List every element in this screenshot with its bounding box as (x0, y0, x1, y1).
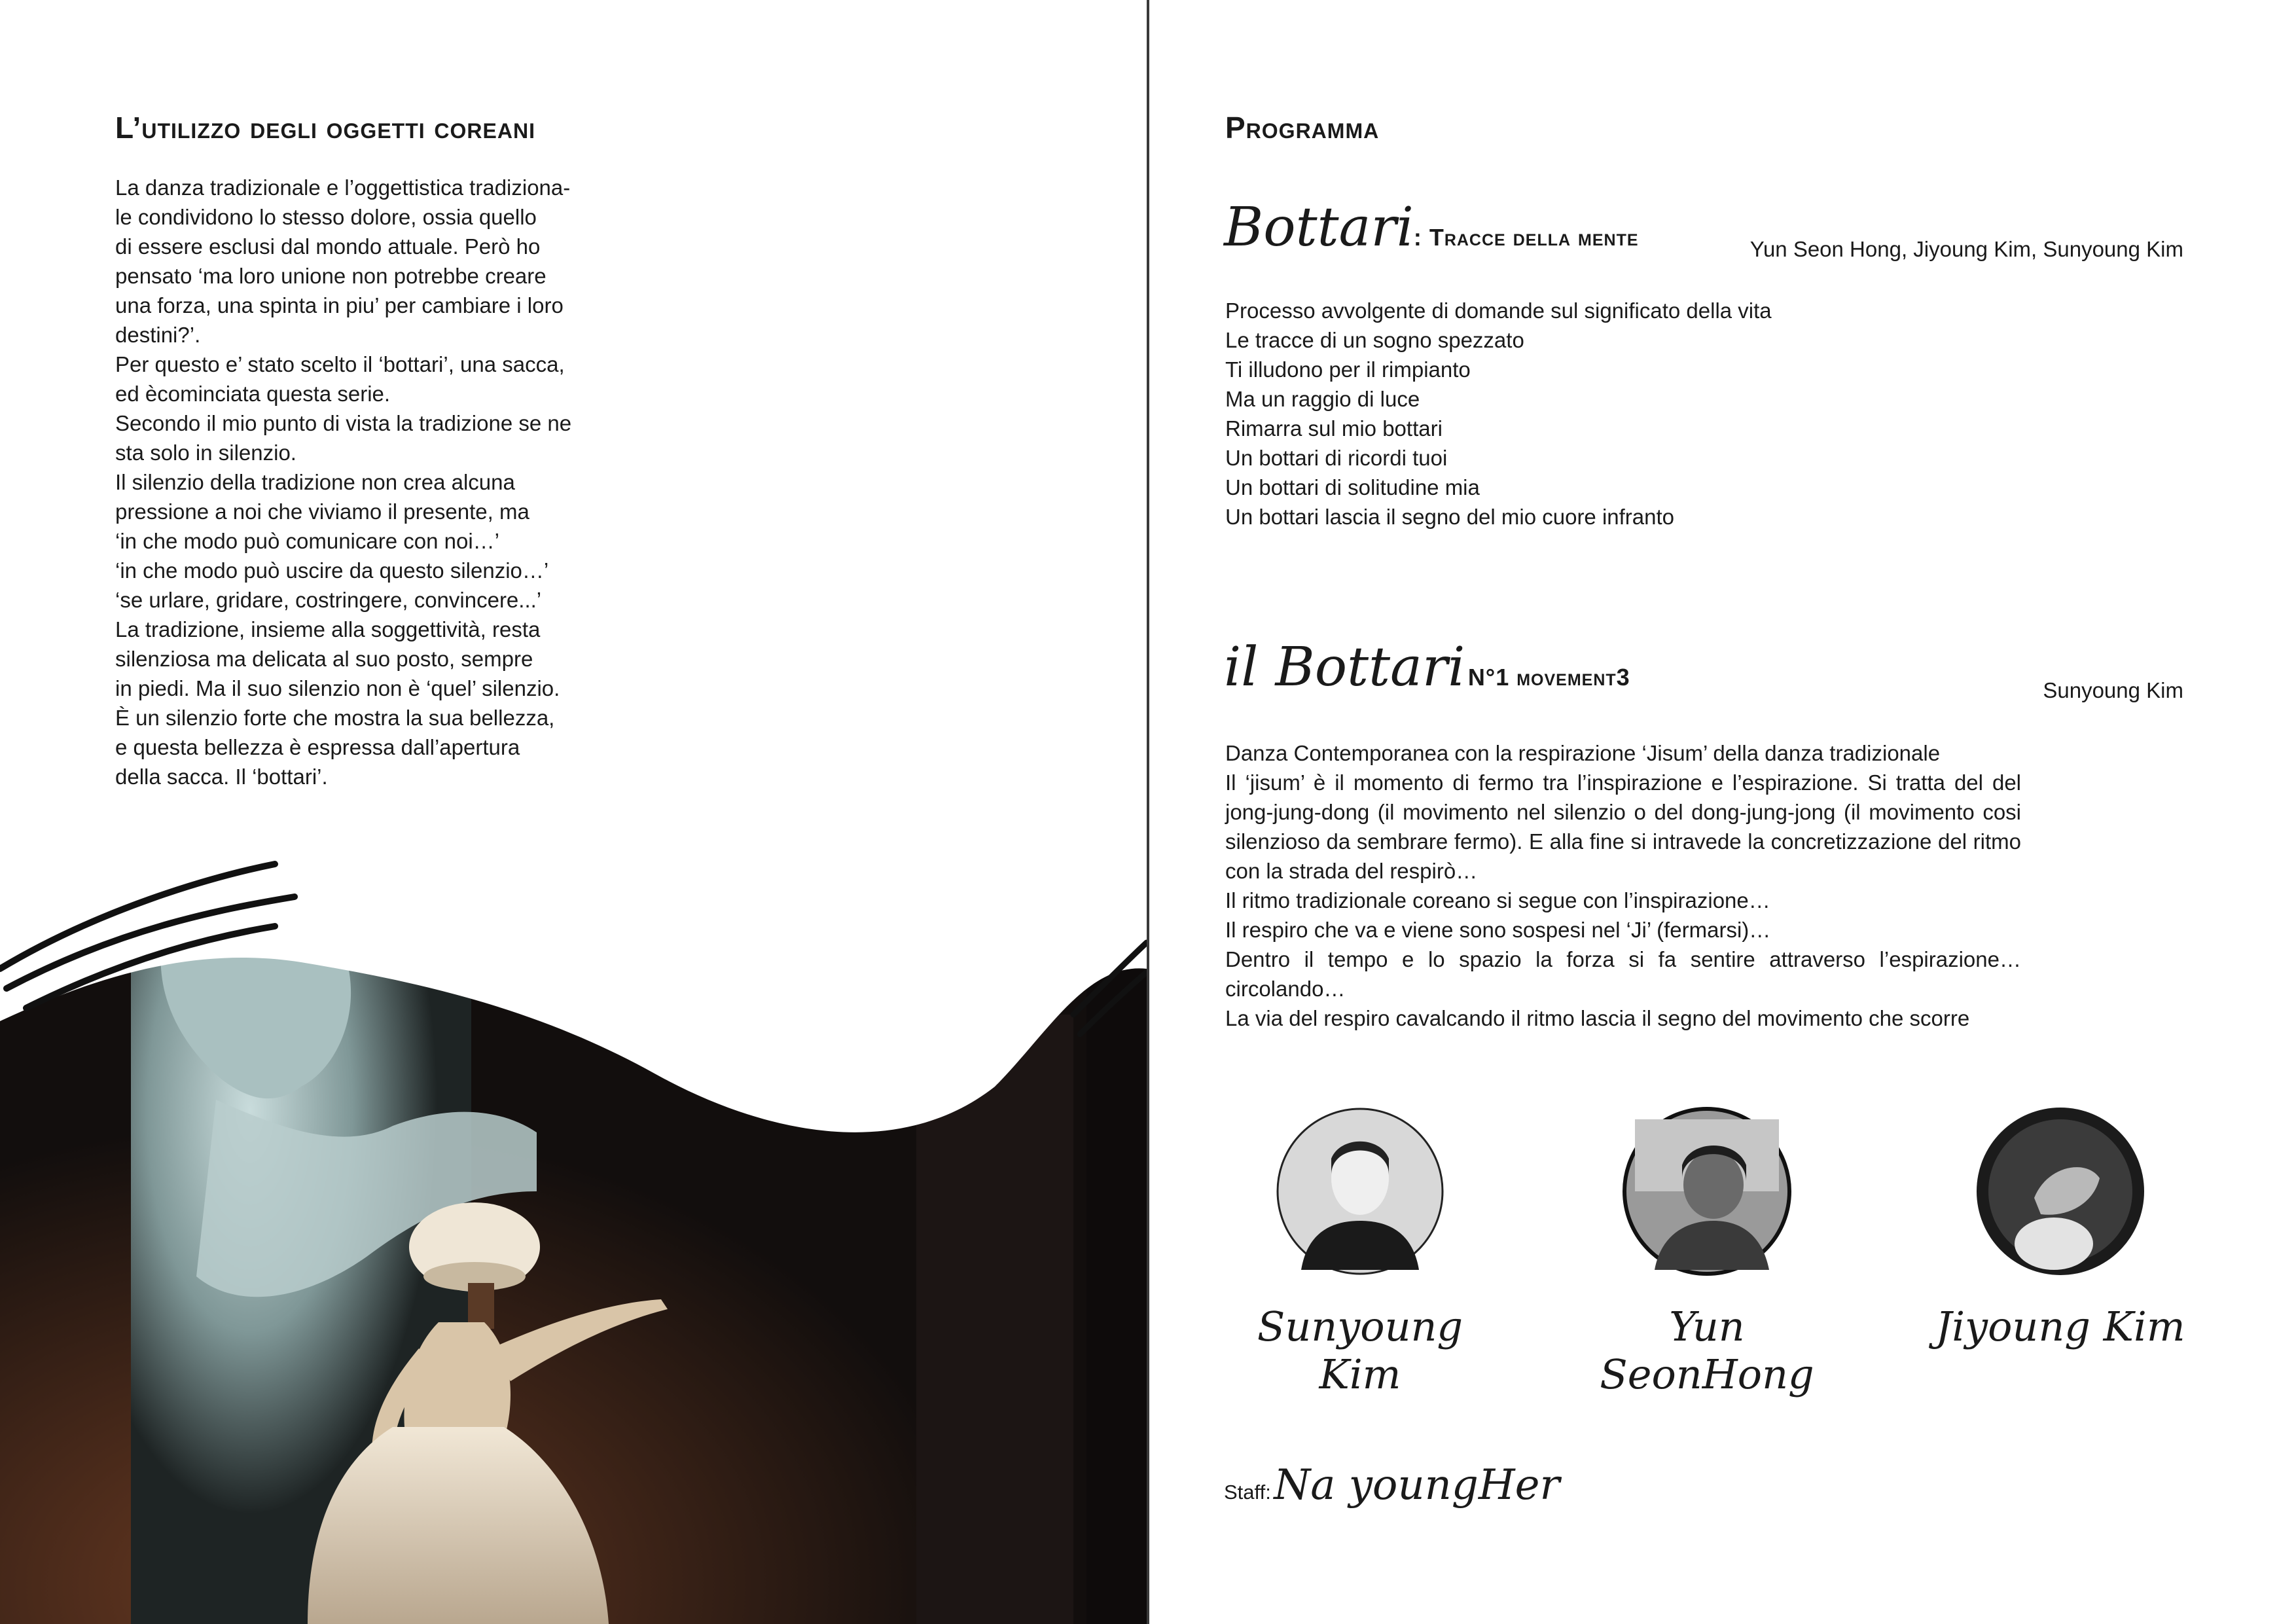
dancer-photo (0, 851, 1147, 1624)
body-line: sta solo in silenzio. (115, 441, 296, 465)
body-line: ‘in che modo può uscire da questo silenzio…’ (115, 558, 549, 583)
body-line: e questa bellezza è espressa dall’apertura (115, 735, 520, 759)
poem-line: Un bottari di ricordi tuoi (1225, 446, 1448, 470)
program-heading: Programma (1225, 111, 1380, 145)
body-line: ‘in che modo può comunicare con noi…’ (115, 529, 499, 553)
piece1-authors: Yun Seon Hong, Jiyoung Kim, Sunyoung Kim (1749, 237, 2183, 261)
left-page-body (115, 173, 588, 791)
staff-credit (1224, 1461, 1560, 1509)
description-paragraph: La via del respiro cavalcando il ritmo lascia il segno del movimento che scorre (1225, 1006, 1970, 1030)
description-paragraph: Danza Contemporanea con la respirazione ‘Jisum’ della danza tradizionale (1225, 741, 1941, 765)
poem-line: Un bottari di solitudine mia (1225, 475, 1480, 499)
piece2-script-title: il Bottari (1224, 636, 1465, 698)
body-line: Secondo il mio punto di vista la tradizione se ne (115, 411, 572, 435)
portrait-sunyoung-kim (1275, 1106, 1445, 1276)
body-line: silenziosa ma delicata al suo posto, sempre (115, 647, 533, 671)
piece1-title (1224, 196, 1639, 259)
description-paragraph: Il ‘jisum’ è il momento di fermo tra l’inspirazione e l’espirazione. Si tratta del del jong-jung-dong (il movimento nel silenzio o del dong-jung-jong (il movimento cosi silenzioso da sembrare fermo). E alla fine si intravede la concretizzazione del ritmo con la strada del respirò… (1225, 770, 2021, 883)
description-paragraph: Il ritmo tradizionale coreano si segue con l’inspirazione… (1225, 888, 1770, 912)
body-line: ‘se urlare, gridare, costringere, convincere...’ (115, 588, 542, 612)
left-page-heading: L’utilizzo degli oggetti coreani (115, 111, 535, 145)
body-line: Il silenzio della tradizione non crea alcuna (115, 470, 515, 494)
piece1-script-title: Bottari (1224, 196, 1414, 259)
right-page (1149, 0, 2296, 1624)
portrait-jiyoung-kim (1975, 1106, 2145, 1276)
poem-line: Ma un raggio di luce (1225, 387, 1420, 411)
body-line: destini?’. (115, 323, 201, 347)
poem-line: Le tracce di un sogno spezzato (1225, 328, 1524, 352)
piece1-subtitle: : Tracce della mente (1413, 224, 1639, 251)
poem-line: Rimarra sul mio bottari (1225, 416, 1443, 441)
description-paragraph: Dentro il tempo e lo spazio la forza si fa sentire attraverso l’espirazione… circolando… (1225, 947, 2021, 1001)
body-line: in piedi. Ma il suo silenzio non è ‘quel’ silenzio. (115, 676, 560, 700)
performer-name: Jiyoung Kim (1935, 1303, 2185, 1350)
description-paragraph: Il respiro che va e viene sono sospesi nel ‘Ji’ (fermarsi)… (1225, 918, 1771, 942)
body-line: La danza tradizionale e l’oggettistica tradiziona- (115, 175, 571, 200)
left-page (0, 0, 1147, 1624)
body-line: di essere esclusi dal mondo attuale. Però ho (115, 234, 541, 259)
performer-name: Yun SeonHong (1600, 1303, 1814, 1398)
body-line: della sacca. Il ‘bottari’. (115, 765, 328, 789)
piece2-title (1224, 636, 1630, 698)
body-line: le condividono lo stesso dolore, ossia quello (115, 205, 537, 229)
performer-name: Sunyoung Kim (1257, 1303, 1463, 1398)
staff-name: Na youngHer (1274, 1461, 1560, 1509)
body-line: Per questo e’ stato scelto il ‘bottari’, una sacca, (115, 352, 565, 376)
poem-line: Ti illudono per il rimpianto (1225, 357, 1471, 382)
body-line: pensato ‘ma loro unione non potrebbe creare (115, 264, 547, 288)
poem-line: Un bottari lascia il segno del mio cuore infranto (1225, 505, 1675, 529)
portrait-yun-seon-hong (1622, 1106, 1792, 1276)
body-line: pressione a noi che viviamo il presente, ma (115, 499, 529, 524)
piece2-subtitle: N°1 movement3 (1467, 664, 1630, 691)
body-line: La tradizione, insieme alla soggettività, resta (115, 617, 541, 641)
body-line: È un silenzio forte che mostra la sua bellezza, (115, 706, 555, 730)
body-line: ed ècominciata questa serie. (115, 382, 391, 406)
piece1-poem (1225, 296, 1945, 532)
piece2-author: Sunyoung Kim (2043, 678, 2183, 702)
body-line: una forza, una spinta in piu’ per cambiare i loro (115, 293, 564, 317)
staff-label: Staff: (1224, 1481, 1271, 1504)
poem-line: Processo avvolgente di domande sul significato della vita (1225, 298, 1772, 323)
piece2-description (1225, 738, 2021, 1033)
